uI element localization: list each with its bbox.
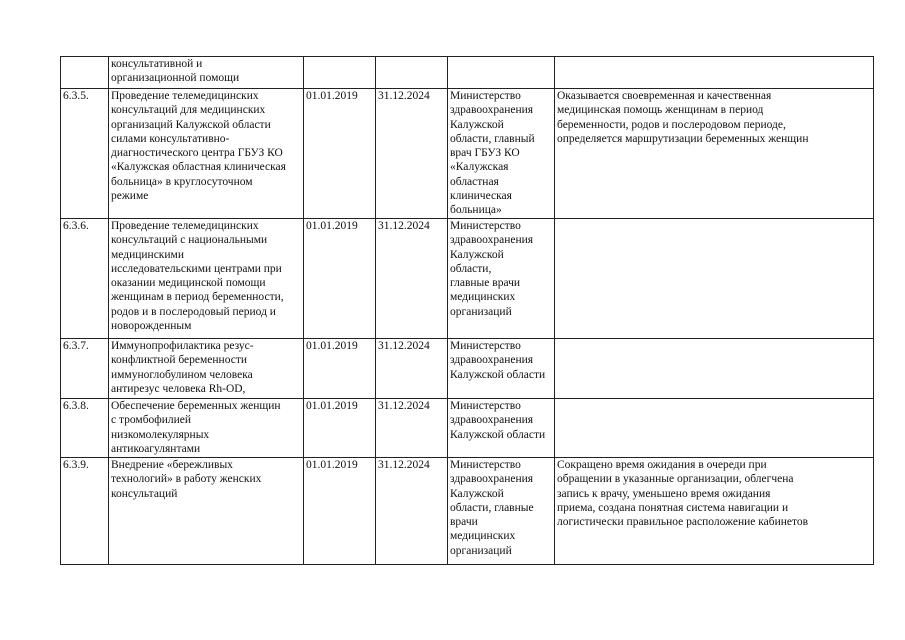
text-line: технологий» в работу женских [111,473,262,486]
table-row [61,219,874,339]
item-number: 6.3.7. [61,339,109,399]
text-line: здравоохранения [450,104,534,117]
text-line: консультативной и [111,58,203,70]
text-line: приема, создана понятная система навигации и [557,501,789,514]
measure-name [109,399,304,458]
text-line: организаций Калужской области [111,118,271,131]
text-line: здравоохранения [450,234,534,247]
start-date: 01.01.2019 [304,89,376,219]
text-line: логистически правильное расположение кабинетов [557,516,809,529]
table-row [61,89,874,219]
item-number: 6.3.6. [61,219,109,339]
text-line: Калужской области [450,428,546,441]
text-line: Калужской [450,487,504,500]
text-line: области, главный [450,132,535,145]
text-line: Калужской области [450,368,546,381]
start-date: 01.01.2019 [304,339,376,399]
text-line: антикоагулянтами [111,442,201,455]
text-line: медицинская помощь женщинам в период [557,104,764,117]
end-date: 31.12.2024 [376,339,448,399]
text-line: здравоохранения [450,414,534,427]
text-line: здравоохранения [450,473,534,486]
responsible [448,339,555,399]
text-line: Иммунопрофилактика резус- [111,340,254,352]
text-line: режиме [111,190,149,203]
responsible [448,57,555,89]
text-line: Оказывается своевременная и качественная [557,90,772,102]
text-line: иммуноглобулином человека [111,368,253,381]
measure-name [109,89,304,219]
text-line: исследовательскими центрами при [111,262,282,275]
text-line: обращении в указанные организации, облегчена [557,473,794,486]
text-line: главные врачи [450,277,521,290]
end-date: 31.12.2024 [376,399,448,458]
start-date [304,57,376,89]
text-line: консультаций [111,487,178,500]
text-line: медицинских [450,530,516,543]
responsible [448,219,555,339]
responsible [448,458,555,565]
text-line: беременности, родов и послеродовом периоде, [557,118,786,131]
end-date: 31.12.2024 [376,219,448,339]
text-line: области, [450,262,492,275]
measure-name [109,219,304,339]
end-date [376,57,448,89]
text-line: Обеспечение беременных женщин [111,400,281,412]
expected-result [555,89,874,219]
text-line: консультаций с национальными [111,234,268,247]
text-line: Калужской [450,118,504,131]
text-line: организаций [450,544,512,557]
text-line: «Калужская [450,161,509,174]
text-line: Проведение телемедицинских [111,220,259,232]
expected-result [555,399,874,458]
item-number: 6.3.8. [61,399,109,458]
table-row [61,57,874,89]
text-line: запись к врачу, уменьшено время ожидания [557,487,771,500]
text-line: с тромбофилией [111,414,192,427]
measure-name [109,57,304,89]
text-line: организационной помощи [111,72,240,85]
text-line: Министерство [450,459,521,471]
text-line: новорожденным [111,320,192,333]
text-line: медицинских [450,291,516,304]
start-date: 01.01.2019 [304,399,376,458]
expected-result [555,458,874,565]
text-line: диагностического центра ГБУЗ КО [111,147,283,160]
text-line: низкомолекулярных [111,428,210,441]
text-line: врач ГБУЗ КО [450,147,520,160]
expected-result [555,57,874,89]
text-line: областная [450,175,499,188]
table-row [61,339,874,399]
responsible [448,89,555,219]
text-line: Внедрение «бережливых [111,459,233,471]
text-line: больница» в круглосуточном [111,175,253,188]
text-line: Министерство [450,90,521,102]
text-line: больница» [450,204,502,217]
text-line: клиническая [450,190,512,203]
expected-result [555,219,874,339]
text-line: силами консультативно- [111,132,230,145]
text-line: Проведение телемедицинских [111,90,259,102]
text-line: конфликтной беременности [111,354,248,367]
text-line: Министерство [450,400,521,412]
table-row [61,399,874,458]
start-date: 01.01.2019 [304,458,376,565]
text-line: области, главные [450,501,534,514]
text-line: «Калужская областная клиническая [111,161,286,174]
text-line: медицинскими [111,248,184,261]
text-line: Министерство [450,220,521,232]
text-line: здравоохранения [450,354,534,367]
text-line: определяется маршрутизации беременных женщин [557,132,809,145]
measures-table [60,56,874,565]
responsible [448,399,555,458]
text-line: Калужской [450,248,504,261]
text-line: организаций [450,305,512,318]
table-row [61,458,874,565]
text-line: родов и в послеродовый период и [111,305,276,318]
measure-name [109,458,304,565]
text-line: Сокращено время ожидания в очереди при [557,459,767,471]
item-number: 6.3.5. [61,89,109,219]
text-line: оказании медицинской помощи [111,277,266,290]
text-line: женщинам в период беременности, [111,291,284,304]
text-line: Министерство [450,340,521,352]
item-number: 6.3.9. [61,458,109,565]
end-date: 31.12.2024 [376,89,448,219]
expected-result [555,339,874,399]
start-date: 01.01.2019 [304,219,376,339]
text-line: консультаций для медицинских [111,104,266,117]
end-date: 31.12.2024 [376,458,448,565]
text-line: антирезус человека Rh-OD, [111,382,246,395]
item-number [61,57,109,89]
text-line: врачи [450,516,478,529]
measure-name [109,339,304,399]
